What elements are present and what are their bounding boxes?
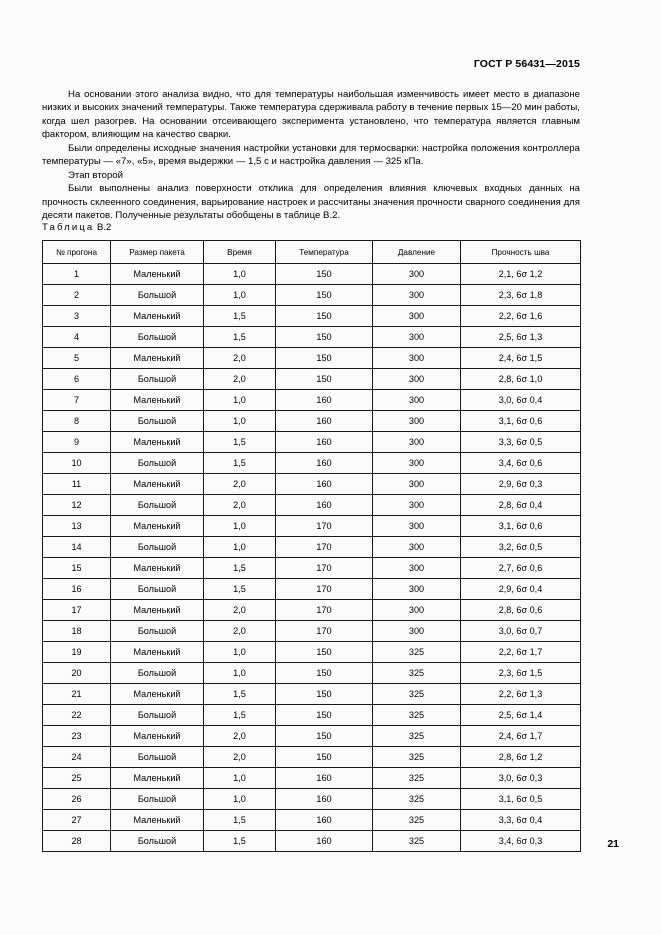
table-header <box>43 241 581 264</box>
cell-time: 2,0 <box>204 348 276 369</box>
table-row <box>43 663 581 684</box>
cell-pressure: 325 <box>373 642 461 663</box>
cell-seam-strength: 3,3, 6σ 0,4 <box>461 810 581 831</box>
cell-temperature: 150 <box>276 306 373 327</box>
cell-pressure: 325 <box>373 705 461 726</box>
cell-temperature: 150 <box>276 726 373 747</box>
cell-run-number: 24 <box>43 747 111 768</box>
table-row <box>43 726 581 747</box>
cell-temperature: 160 <box>276 411 373 432</box>
cell-seam-strength: 3,3, 6σ 0,5 <box>461 432 581 453</box>
cell-seam-strength: 2,5, 6σ 1,3 <box>461 327 581 348</box>
cell-run-number: 15 <box>43 558 111 579</box>
cell-package-size: Большой <box>111 453 204 474</box>
cell-package-size: Маленький <box>111 348 204 369</box>
cell-package-size: Маленький <box>111 600 204 621</box>
results-table-container <box>42 240 580 852</box>
cell-time: 1,0 <box>204 264 276 285</box>
cell-temperature: 160 <box>276 390 373 411</box>
cell-pressure: 300 <box>373 411 461 432</box>
cell-time: 1,0 <box>204 285 276 306</box>
cell-package-size: Маленький <box>111 726 204 747</box>
cell-pressure: 300 <box>373 495 461 516</box>
cell-pressure: 300 <box>373 516 461 537</box>
cell-temperature: 170 <box>276 516 373 537</box>
cell-time: 1,5 <box>204 453 276 474</box>
cell-package-size: Большой <box>111 579 204 600</box>
cell-package-size: Маленький <box>111 306 204 327</box>
cell-time: 1,5 <box>204 327 276 348</box>
table-row <box>43 789 581 810</box>
cell-seam-strength: 3,4, 6σ 0,3 <box>461 831 581 852</box>
cell-time: 1,0 <box>204 642 276 663</box>
table-row <box>43 285 581 306</box>
table-body <box>43 264 581 852</box>
cell-seam-strength: 2,1, 6σ 1,2 <box>461 264 581 285</box>
cell-temperature: 160 <box>276 831 373 852</box>
cell-time: 1,0 <box>204 768 276 789</box>
cell-package-size: Большой <box>111 495 204 516</box>
cell-run-number: 18 <box>43 621 111 642</box>
table-caption <box>42 222 111 233</box>
cell-package-size: Маленький <box>111 768 204 789</box>
table-row <box>43 579 581 600</box>
column-header-pressure: Давление <box>373 241 461 264</box>
cell-temperature: 170 <box>276 558 373 579</box>
cell-seam-strength: 3,4, 6σ 0,6 <box>461 453 581 474</box>
cell-run-number: 20 <box>43 663 111 684</box>
cell-pressure: 300 <box>373 474 461 495</box>
paragraph-initial-settings: Были определены исходные значения настройки установки для термосварки: настройка положения контроллера температуры — «7», «5», время выдержки — 1,5 с и настройка давления — 325 кПа. <box>42 142 580 168</box>
cell-temperature: 160 <box>276 789 373 810</box>
cell-temperature: 150 <box>276 663 373 684</box>
cell-run-number: 3 <box>43 306 111 327</box>
cell-package-size: Маленький <box>111 810 204 831</box>
cell-temperature: 170 <box>276 621 373 642</box>
cell-pressure: 325 <box>373 684 461 705</box>
cell-seam-strength: 3,1, 6σ 0,6 <box>461 411 581 432</box>
table-row <box>43 600 581 621</box>
cell-time: 1,0 <box>204 390 276 411</box>
cell-run-number: 16 <box>43 579 111 600</box>
cell-temperature: 160 <box>276 768 373 789</box>
cell-run-number: 23 <box>43 726 111 747</box>
column-header-time: Время <box>204 241 276 264</box>
cell-pressure: 325 <box>373 663 461 684</box>
cell-package-size: Большой <box>111 663 204 684</box>
cell-pressure: 300 <box>373 348 461 369</box>
cell-run-number: 11 <box>43 474 111 495</box>
table-row <box>43 369 581 390</box>
cell-time: 2,0 <box>204 495 276 516</box>
table-caption-number: В.2 <box>94 222 112 233</box>
table-row <box>43 537 581 558</box>
cell-time: 1,5 <box>204 705 276 726</box>
cell-seam-strength: 2,2, 6σ 1,7 <box>461 642 581 663</box>
cell-package-size: Маленький <box>111 684 204 705</box>
column-header-package-size: Размер пакета <box>111 241 204 264</box>
cell-pressure: 325 <box>373 831 461 852</box>
cell-time: 2,0 <box>204 726 276 747</box>
cell-seam-strength: 2,4, 6σ 1,7 <box>461 726 581 747</box>
cell-run-number: 21 <box>43 684 111 705</box>
table-row <box>43 264 581 285</box>
table-caption-word: Таблица <box>42 222 95 233</box>
cell-temperature: 150 <box>276 348 373 369</box>
cell-run-number: 19 <box>43 642 111 663</box>
cell-pressure: 325 <box>373 747 461 768</box>
cell-seam-strength: 2,2, 6σ 1,6 <box>461 306 581 327</box>
cell-package-size: Большой <box>111 537 204 558</box>
table-row <box>43 621 581 642</box>
cell-temperature: 160 <box>276 432 373 453</box>
cell-run-number: 9 <box>43 432 111 453</box>
cell-temperature: 150 <box>276 747 373 768</box>
cell-run-number: 7 <box>43 390 111 411</box>
cell-temperature: 150 <box>276 327 373 348</box>
cell-time: 1,0 <box>204 516 276 537</box>
cell-run-number: 17 <box>43 600 111 621</box>
table-row <box>43 327 581 348</box>
cell-package-size: Большой <box>111 369 204 390</box>
cell-package-size: Маленький <box>111 474 204 495</box>
cell-run-number: 28 <box>43 831 111 852</box>
cell-pressure: 300 <box>373 621 461 642</box>
cell-run-number: 4 <box>43 327 111 348</box>
table-row <box>43 348 581 369</box>
table-row <box>43 684 581 705</box>
cell-run-number: 8 <box>43 411 111 432</box>
cell-package-size: Большой <box>111 705 204 726</box>
table-row <box>43 516 581 537</box>
cell-package-size: Маленький <box>111 390 204 411</box>
cell-pressure: 300 <box>373 579 461 600</box>
cell-pressure: 325 <box>373 768 461 789</box>
cell-seam-strength: 3,1, 6σ 0,6 <box>461 516 581 537</box>
cell-pressure: 300 <box>373 264 461 285</box>
cell-package-size: Большой <box>111 285 204 306</box>
cell-run-number: 6 <box>43 369 111 390</box>
cell-time: 1,5 <box>204 558 276 579</box>
cell-package-size: Маленький <box>111 642 204 663</box>
cell-temperature: 170 <box>276 600 373 621</box>
cell-run-number: 5 <box>43 348 111 369</box>
cell-seam-strength: 2,8, 6σ 0,4 <box>461 495 581 516</box>
cell-time: 1,0 <box>204 789 276 810</box>
table-row <box>43 306 581 327</box>
cell-seam-strength: 3,0, 6σ 0,7 <box>461 621 581 642</box>
cell-seam-strength: 2,8, 6σ 1,0 <box>461 369 581 390</box>
cell-pressure: 300 <box>373 453 461 474</box>
cell-temperature: 160 <box>276 810 373 831</box>
column-header-run-number: № прогона <box>43 241 111 264</box>
cell-run-number: 10 <box>43 453 111 474</box>
cell-run-number: 2 <box>43 285 111 306</box>
cell-seam-strength: 2,8, 6σ 1,2 <box>461 747 581 768</box>
table-row <box>43 747 581 768</box>
cell-pressure: 325 <box>373 789 461 810</box>
table-row <box>43 558 581 579</box>
cell-seam-strength: 2,5, 6σ 1,4 <box>461 705 581 726</box>
cell-run-number: 13 <box>43 516 111 537</box>
cell-seam-strength: 2,7, 6σ 0,6 <box>461 558 581 579</box>
cell-package-size: Большой <box>111 327 204 348</box>
table-row <box>43 768 581 789</box>
cell-run-number: 27 <box>43 810 111 831</box>
table-row <box>43 390 581 411</box>
results-table <box>42 240 581 852</box>
table-row <box>43 432 581 453</box>
cell-temperature: 160 <box>276 453 373 474</box>
cell-seam-strength: 3,1, 6σ 0,5 <box>461 789 581 810</box>
cell-run-number: 25 <box>43 768 111 789</box>
cell-pressure: 300 <box>373 285 461 306</box>
cell-temperature: 150 <box>276 642 373 663</box>
table-row <box>43 810 581 831</box>
cell-seam-strength: 2,8, 6σ 0,6 <box>461 600 581 621</box>
cell-temperature: 160 <box>276 474 373 495</box>
column-header-temperature: Температура <box>276 241 373 264</box>
table-row <box>43 642 581 663</box>
cell-temperature: 150 <box>276 264 373 285</box>
cell-time: 2,0 <box>204 747 276 768</box>
cell-pressure: 300 <box>373 390 461 411</box>
table-row <box>43 831 581 852</box>
cell-pressure: 300 <box>373 537 461 558</box>
cell-time: 2,0 <box>204 369 276 390</box>
cell-time: 1,0 <box>204 537 276 558</box>
cell-seam-strength: 2,2, 6σ 1,3 <box>461 684 581 705</box>
cell-run-number: 26 <box>43 789 111 810</box>
cell-seam-strength: 3,0, 6σ 0,3 <box>461 768 581 789</box>
cell-time: 1,5 <box>204 831 276 852</box>
cell-seam-strength: 3,0, 6σ 0,4 <box>461 390 581 411</box>
cell-seam-strength: 2,3, 6σ 1,8 <box>461 285 581 306</box>
table-row <box>43 474 581 495</box>
cell-time: 2,0 <box>204 474 276 495</box>
paragraph-analysis: На основании этого анализа видно, что для температуры наибольшая изменчивость имеет место в диапазоне низких и высоких значений температуры. Также температура сдерживала работу в течение первых 15—20 мин работы, когда шел разогрев. На основании отсеивающего эксперимента установлено, что температура является главным фактором, влияющим на качество сварки. <box>42 89 580 141</box>
cell-temperature: 150 <box>276 705 373 726</box>
cell-package-size: Маленький <box>111 558 204 579</box>
cell-run-number: 12 <box>43 495 111 516</box>
cell-package-size: Маленький <box>111 516 204 537</box>
cell-pressure: 300 <box>373 306 461 327</box>
cell-seam-strength: 2,3, 6σ 1,5 <box>461 663 581 684</box>
standard-reference: ГОСТ Р 56431—2015 <box>473 58 580 70</box>
cell-seam-strength: 2,9, 6σ 0,4 <box>461 579 581 600</box>
table-row <box>43 453 581 474</box>
cell-temperature: 170 <box>276 579 373 600</box>
table-row <box>43 495 581 516</box>
cell-temperature: 160 <box>276 495 373 516</box>
cell-run-number: 14 <box>43 537 111 558</box>
paragraph-response-surface: Были выполнены анализ поверхности отклика для определения влияния ключевых входных данных на прочность склеенного соединения, варьирование настроек и рассчитаны значения прочности сварного соединения для десяти пакетов. Полученные результаты обобщены в таблице В.2. <box>42 183 580 222</box>
page-number: 21 <box>607 838 619 850</box>
cell-package-size: Большой <box>111 621 204 642</box>
cell-package-size: Маленький <box>111 264 204 285</box>
cell-seam-strength: 2,9, 6σ 0,3 <box>461 474 581 495</box>
cell-package-size: Маленький <box>111 432 204 453</box>
cell-temperature: 170 <box>276 537 373 558</box>
cell-seam-strength: 2,4, 6σ 1,5 <box>461 348 581 369</box>
cell-pressure: 300 <box>373 558 461 579</box>
cell-package-size: Большой <box>111 831 204 852</box>
cell-pressure: 325 <box>373 810 461 831</box>
table-header-row <box>43 241 581 264</box>
cell-pressure: 300 <box>373 327 461 348</box>
cell-run-number: 1 <box>43 264 111 285</box>
cell-time: 2,0 <box>204 621 276 642</box>
cell-time: 1,5 <box>204 579 276 600</box>
column-header-seam-strength: Прочность шва <box>461 241 581 264</box>
cell-package-size: Большой <box>111 789 204 810</box>
cell-time: 2,0 <box>204 600 276 621</box>
cell-time: 1,0 <box>204 663 276 684</box>
cell-package-size: Большой <box>111 747 204 768</box>
cell-time: 1,0 <box>204 411 276 432</box>
table-row <box>43 705 581 726</box>
cell-pressure: 300 <box>373 600 461 621</box>
running-header <box>42 58 580 70</box>
table-row <box>43 411 581 432</box>
cell-temperature: 150 <box>276 684 373 705</box>
cell-time: 1,5 <box>204 432 276 453</box>
cell-time: 1,5 <box>204 684 276 705</box>
cell-run-number: 22 <box>43 705 111 726</box>
cell-package-size: Большой <box>111 411 204 432</box>
cell-temperature: 150 <box>276 369 373 390</box>
cell-temperature: 150 <box>276 285 373 306</box>
cell-pressure: 300 <box>373 432 461 453</box>
paragraph-stage-two-heading: Этап второй <box>68 169 124 181</box>
cell-pressure: 325 <box>373 726 461 747</box>
cell-pressure: 300 <box>373 369 461 390</box>
cell-seam-strength: 3,2, 6σ 0,5 <box>461 537 581 558</box>
cell-time: 1,5 <box>204 810 276 831</box>
cell-time: 1,5 <box>204 306 276 327</box>
body-text-block <box>42 88 580 223</box>
